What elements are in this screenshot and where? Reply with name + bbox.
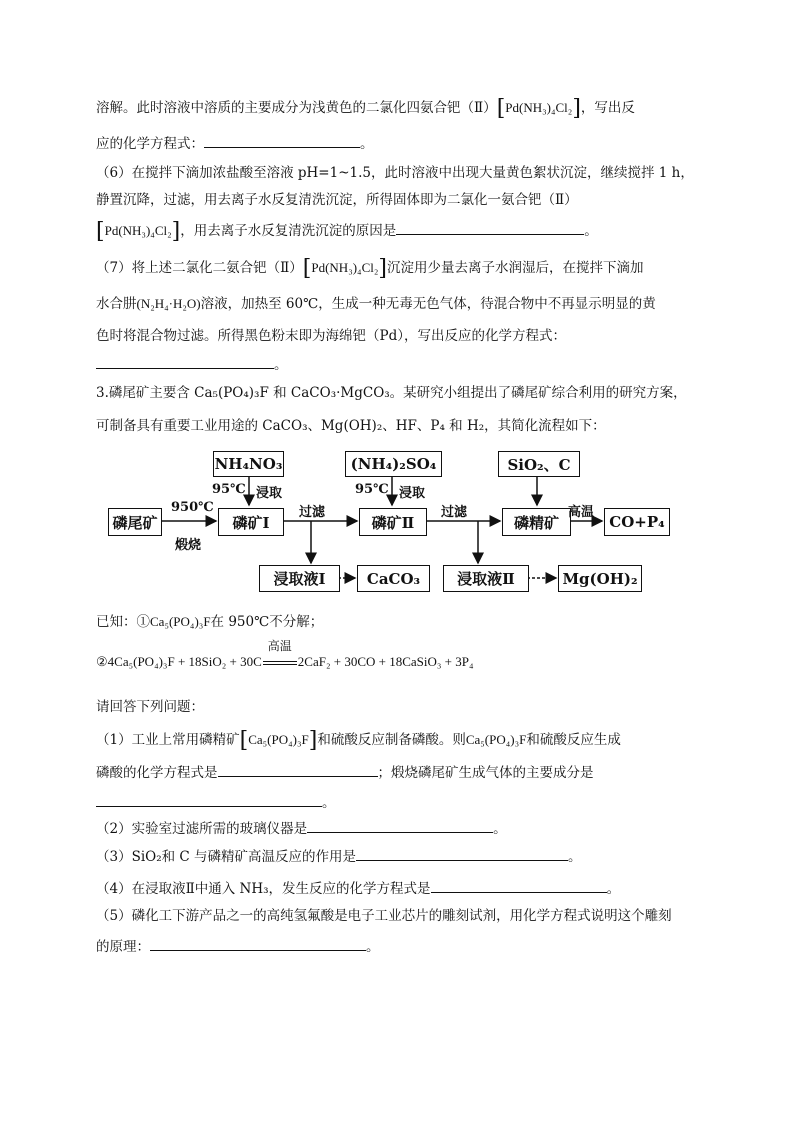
- q2-tail-end: ，写出反: [580, 100, 635, 116]
- fine-ore-box: [502, 508, 571, 536]
- p5-line2: [96, 936, 380, 957]
- equals-sign: [263, 661, 297, 665]
- tailings-label: 磷尾矿: [112, 513, 158, 532]
- leach1-label: 浸取液Ⅰ: [273, 570, 326, 588]
- bracket-right: ]: [308, 728, 318, 753]
- p5-text: 的原理：: [96, 939, 150, 955]
- p3-line: [96, 846, 582, 867]
- q3-intro-text: 3.磷尾矿主要含 Ca₅(PO₄)₃F 和 CaCO₃·MgCO₃: [96, 385, 390, 401]
- q3-intro-text: 可制备具有重要工业用途的 CaCO₃、Mg(OH)₂、HF、P₄ 和 H₂，其简化流程如下：: [96, 418, 606, 434]
- p1-text: （1）工业上常用磷精矿: [96, 732, 240, 748]
- q3-intro-text: 。某研究小组提出了磷尾矿综合利用的研究方案，: [389, 385, 687, 401]
- sio2-c-label: SiO₂、C: [507, 455, 571, 474]
- known-text: 已知：①: [96, 614, 150, 630]
- bracket-left: [: [239, 728, 249, 753]
- hydrazine-formula: (N₂H₄·H₂O): [136, 296, 201, 311]
- q2-tail-prompt: 应的化学方程式：: [96, 136, 204, 152]
- period: 。: [322, 795, 336, 811]
- ore2-label: 磷矿Ⅱ: [371, 513, 415, 532]
- p1-text: ；煅烧磷尾矿生成气体的主要成分是: [377, 765, 594, 781]
- product-co-p4-box: [604, 508, 670, 536]
- caco3-label: CaCO₃: [366, 569, 421, 588]
- pd-complex-formula: Pd(NH₃)₄Cl₂: [311, 260, 379, 275]
- ore2-box: [359, 508, 427, 536]
- caco3-box: [357, 565, 430, 592]
- q7-text: 色时将混合物过滤。所得黑色粉末即为海绵钯（Pd），写出反应的化学方程式：: [96, 328, 566, 344]
- known-text: 在 950℃不分解；: [210, 614, 324, 630]
- fine-ore-label: 磷精矿: [513, 513, 559, 532]
- sio2-c-box: [498, 451, 580, 477]
- known-line2-equation: [96, 639, 474, 672]
- q7-text: 沉淀用少量去离子水润湿后，在搅拌下滴加: [387, 260, 644, 276]
- period: 。: [568, 849, 582, 865]
- bracket-right: ]: [171, 219, 181, 244]
- nh42so4-label: (NH₄)₂SO₄: [350, 455, 437, 473]
- p1-line1: [96, 730, 621, 751]
- period: 。: [584, 223, 598, 239]
- nh4no3-box: [213, 451, 284, 477]
- equation-condition: [262, 639, 298, 672]
- p5-line1: [96, 906, 672, 926]
- period: 。: [366, 939, 380, 955]
- equation-reactants: ②4Ca₅(PO₄)₃F + 18SiO₂ + 30C: [96, 654, 262, 669]
- condition-calcine: 煅烧: [175, 538, 202, 553]
- answer-prompt: [96, 697, 204, 717]
- condition-95c-a: 95℃: [212, 482, 246, 497]
- answer-blank[interactable]: [307, 818, 493, 833]
- known-line1: [96, 612, 323, 632]
- condition-95c-b: 95℃: [355, 482, 389, 497]
- p1-line3: [96, 792, 336, 813]
- condition-filter-2: 过滤: [441, 505, 468, 520]
- p1-text: 和硫酸反应生成: [526, 732, 621, 748]
- bracket-right: ]: [572, 96, 581, 121]
- p1-line2: [96, 762, 594, 783]
- bracket-left: [: [96, 219, 105, 244]
- p2-line: [96, 818, 507, 839]
- p4-text: （4）在浸取液Ⅱ中通入 NH₃，发生反应的化学方程式是: [96, 881, 431, 897]
- fluorapatite-formula: Ca₅(PO₄)₃F: [248, 732, 309, 747]
- pd-complex-formula: Pd(NH₃)₄Cl₂: [104, 223, 172, 238]
- p1-text: 磷酸的化学方程式是: [96, 765, 218, 781]
- answer-prompt-text: 请回答下列问题：: [96, 699, 204, 715]
- product-label: CO+P₄: [609, 513, 665, 531]
- nh4no3-label: NH₄NO₃: [214, 455, 283, 473]
- ore1-box: [218, 508, 284, 536]
- p3-text: （3）SiO₂和 C 与磷精矿高温反应的作用是: [96, 849, 357, 865]
- q7-text: 溶液，加热至 60℃，生成一种无毒无色气体，待混合物中不再显示明显的黄: [200, 296, 656, 312]
- q7-text: （7）将上述二氯化二氨合钯（Ⅱ）: [96, 260, 303, 276]
- p1-text: 和硫酸反应制备磷酸。则: [317, 732, 466, 748]
- mgoh2-label: Mg(OH)₂: [562, 569, 638, 588]
- nh42so4-box: [345, 451, 442, 477]
- condition-950c: 950℃: [171, 500, 214, 515]
- p5-text: （5）磷化工下游产品之一的高纯氢氟酸是电子工业芯片的雕刻试剂，用化学方程式说明这个雕刻: [96, 908, 672, 924]
- q6-text: 静置沉降，过滤，用去离子水反复清洗沉淀，所得固体即为二氯化一氨合钯（Ⅱ）: [96, 192, 578, 208]
- answer-blank[interactable]: [150, 936, 366, 951]
- bracket-right: ]: [378, 256, 387, 281]
- leach2-box: [443, 565, 529, 592]
- period: 。: [360, 136, 374, 152]
- p2-text: （2）实验室过滤所需的玻璃仪器是: [96, 821, 308, 837]
- condition-high-temp-eq: 高温: [267, 639, 292, 653]
- period: 。: [606, 881, 621, 897]
- fluorapatite-formula: Ca₅(PO₄)₃F: [150, 614, 211, 629]
- condition-leach-a: 浸取: [256, 486, 283, 501]
- tailings-box: [108, 508, 162, 536]
- bracket-left: [: [496, 96, 506, 121]
- q2-tail-text: 溶解。此时溶液中溶质的主要成分为浅黄色的二氯化四氨合钯（Ⅱ）: [96, 100, 497, 116]
- period: 。: [493, 821, 507, 837]
- q6-text: （6）在搅拌下滴加浓盐酸至溶液 pH=1~1.5，此时溶液中出现大量黄色絮状沉淀，继续搅拌 1 h，: [96, 165, 694, 181]
- p4-line: [96, 878, 620, 899]
- bracket-left: [: [302, 256, 312, 281]
- condition-filter-1: 过滤: [299, 505, 326, 520]
- period: 。: [274, 357, 288, 373]
- leach1-box: [259, 565, 340, 592]
- answer-blank[interactable]: [218, 762, 378, 777]
- q7-text: 水合肼: [96, 296, 137, 312]
- ore1-label: 磷矿Ⅰ: [232, 513, 270, 532]
- pd-complex-formula: Pd(NH₃)₄Cl₂: [505, 100, 573, 115]
- leach2-label: 浸取液Ⅱ: [457, 570, 515, 588]
- answer-blank[interactable]: [96, 792, 322, 807]
- equation-products: 2CaF₂ + 30CO + 18CaSiO₃ + 3P₄: [297, 654, 474, 669]
- condition-leach-b: 浸取: [399, 486, 426, 501]
- fluorapatite-formula: Ca₅(PO₄)₃F: [465, 732, 527, 747]
- mgoh2-box: [558, 565, 642, 592]
- q6-text: ，用去离子水反复清洗沉淀的原因是: [180, 223, 397, 239]
- answer-blank[interactable]: [356, 846, 568, 861]
- answer-blank[interactable]: [431, 878, 607, 893]
- condition-high-temp: 高温: [568, 505, 595, 520]
